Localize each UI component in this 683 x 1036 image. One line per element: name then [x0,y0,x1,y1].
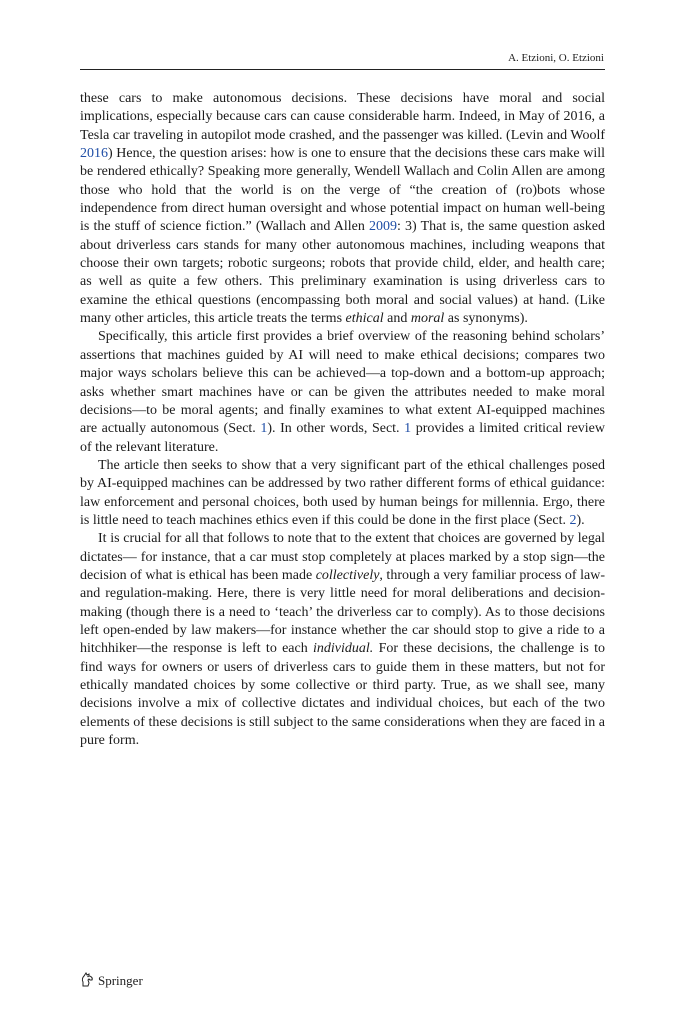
springer-horse-icon [80,971,98,991]
text-run: For these decisions, the challenge is to find ways for owners or users of driverless cars to guide them in these matters, but not for ethically mandated choices by some collective or third party. True, as we shall see, many decisions involve a mix of collective dictates and individual choices, but each of the two elements of these decisions is still subject to the same considerations when they are faced in a pure form. [80,641,605,749]
text-run: ). In other words, Sect. [267,421,405,437]
citation-link[interactable]: 2016 [80,146,108,162]
citation-link[interactable]: 2 [569,512,577,528]
paragraph-4 [80,530,605,750]
emphasis-text: individual. [313,641,374,657]
text-run: these cars to make autonomous decisions. These decisions have moral and social implications, especially because cars can cause considerable harm. Indeed, in May of 2016, a Tesla car traveling in autopilot mode crashed, and the passenger was killed. (Levin and Woolf [80,91,605,143]
text-run: as synonyms). [444,311,528,327]
text-run: The article then seeks to show that a very significant part of the ethical challenges posed by AI-equipped machines can be addressed by two rather different forms of ethical guidance: law enforcement and personal choices, both used by human beings for millennia. Ergo, there is little need to teach machines ethics even if this could be done in the first place (Sect. [80,457,605,528]
text-run: ) Hence, the question arises: how is one to ensure that the decisions these cars make will be rendered ethically? Speaking more generally, Wendell Wallach and Colin Allen are among those who hold that the world is on the verge of “the creation of (ro)bots whose independence from direct human oversight and whose potential impact on human well-being is the stuff of science fiction.” (Wallach and Allen [80,146,605,235]
text-run: and [383,311,411,327]
header-rule [80,69,605,70]
text-run: : 3) That is, the same question asked about driverless cars stands for many other autonomous machines, including weapons that choose their own targets; robotic surgeons; robots that provide child, elder, and health care; as well as quite a few others. This preliminary examination is using driverless cars to examine the ethical questions (encompassing both moral and social values) at hand. (Like many other articles, this article treats the terms [80,219,605,327]
text-run: Specifically, this article first provides a brief overview of the reasoning behind scholars’ assertions that machines guided by AI will need to make ethical decisions; compares two major ways scholars believe this can be achieved—a top-down and a bottom-up approach; asks whether smart machines have or can be given the attributes needed to make moral decisions—to be moral agents; and finally examines to what extent AI-equipped machines are actually autonomous (Sect. [80,329,605,437]
publisher-footer [80,971,143,991]
citation-link[interactable]: 2009 [369,219,397,235]
emphasis-text: ethical [345,311,384,327]
text-run: It is crucial for all that follows to note that to the extent that choices are governed by legal dictates— for instance, that a car must stop completely at places marked by a stop sign—the decision of what is ethical has been made [80,531,605,583]
publisher-name: Springer [98,973,143,988]
text-run: ). [576,512,585,528]
running-head-authors: A. Etzioni, O. Etzioni [508,52,604,64]
article-body [80,90,605,750]
emphasis-text: moral [410,311,445,327]
text-run: provides a limited critical review of the relevant literature. [80,421,605,455]
paragraph-3 [80,457,605,530]
citation-link[interactable]: 1 [404,421,412,437]
paragraph-2 [80,328,605,456]
emphasis-text: collectively [315,567,380,583]
citation-link[interactable]: 1 [260,421,268,437]
text-run: , through a very familiar process of law- and regulation-making. Here, there is very little need for moral deliberations and decision-making (though there is a need to ‘teach’ the driverless car to comply). As to those decisions left open-ended by law makers—for instance whether the car should stop to give a ride to a hitchhiker—the response is left to each [80,567,605,657]
paragraph-1 [80,90,605,328]
